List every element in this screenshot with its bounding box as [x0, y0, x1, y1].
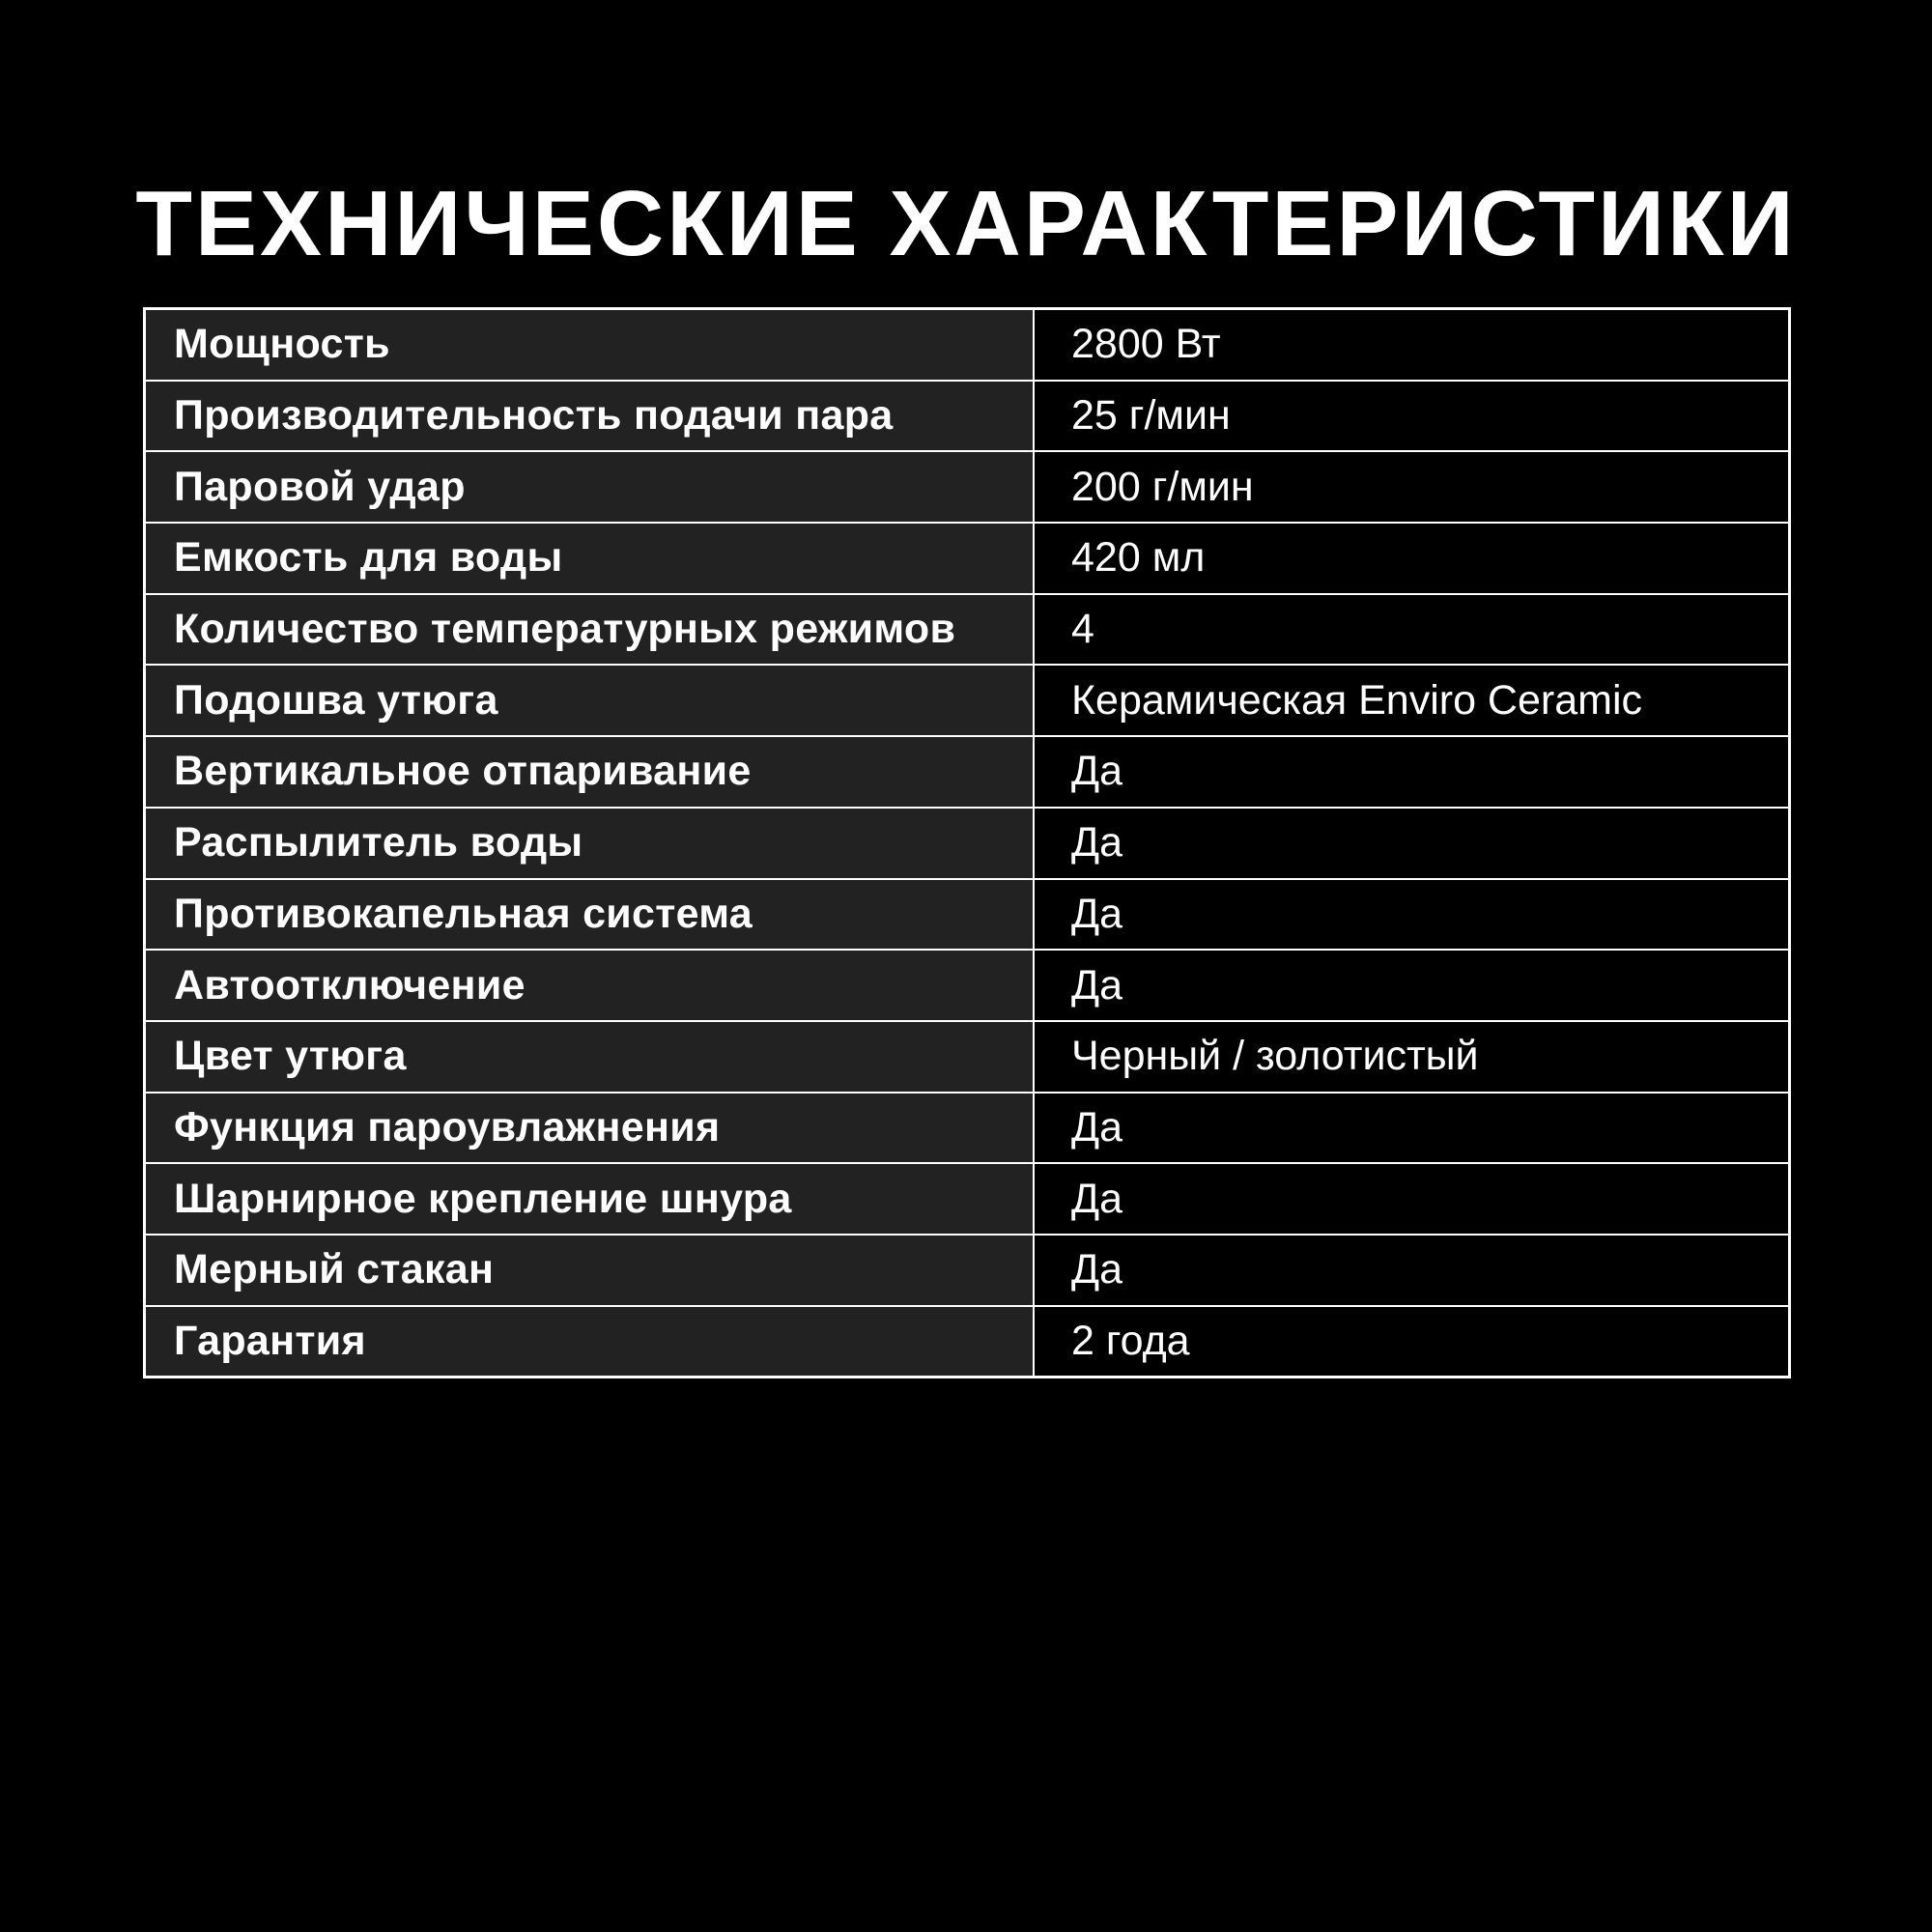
- spec-value: Да: [1034, 1235, 1790, 1306]
- table-row: [145, 594, 1790, 666]
- spec-param: Количество температурных режимов: [145, 594, 1035, 666]
- spec-param: Мерный стакан: [145, 1235, 1035, 1306]
- spec-value: 4: [1034, 594, 1790, 666]
- table-row: [145, 1163, 1790, 1235]
- table-row: [145, 309, 1790, 381]
- spec-value: 25 г/мин: [1034, 381, 1790, 452]
- spec-value: Да: [1034, 879, 1790, 951]
- spec-param: Автоотключение: [145, 950, 1035, 1021]
- page-title: ТЕХНИЧЕСКИЕ ХАРАКТЕРИСТИКИ: [135, 172, 1797, 276]
- spec-value: Черный / золотистый: [1034, 1021, 1790, 1093]
- spec-param: Гарантия: [145, 1306, 1035, 1378]
- spec-value: Да: [1034, 1093, 1790, 1164]
- spec-value: 420 мл: [1034, 523, 1790, 594]
- table-row: [145, 665, 1790, 736]
- spec-value: Да: [1034, 736, 1790, 808]
- table-row: [145, 1235, 1790, 1306]
- spec-param: Распылитель воды: [145, 808, 1035, 879]
- spec-param: Цвет утюга: [145, 1021, 1035, 1093]
- spec-value: Керамическая Enviro Ceramic: [1034, 665, 1790, 736]
- table-row: [145, 523, 1790, 594]
- spec-value: 2800 Вт: [1034, 309, 1790, 381]
- spec-param: Подошва утюга: [145, 665, 1035, 736]
- table-row: [145, 736, 1790, 808]
- table-row: [145, 451, 1790, 523]
- table-row: [145, 1021, 1790, 1093]
- spec-param: Мощность: [145, 309, 1035, 381]
- spec-param: Шарнирное крепление шнура: [145, 1163, 1035, 1235]
- table-row: [145, 381, 1790, 452]
- spec-param: Производительность подачи пара: [145, 381, 1035, 452]
- spec-param: Паровой удар: [145, 451, 1035, 523]
- table-row: [145, 950, 1790, 1021]
- spec-value: Да: [1034, 1163, 1790, 1235]
- spec-param: Противокапельная система: [145, 879, 1035, 951]
- table-row: [145, 879, 1790, 951]
- spec-value: Да: [1034, 950, 1790, 1021]
- spec-table: [143, 307, 1791, 1378]
- spec-param: Функция пароувлажнения: [145, 1093, 1035, 1164]
- table-row: [145, 1306, 1790, 1378]
- spec-param: Емкость для воды: [145, 523, 1035, 594]
- spec-value: 200 г/мин: [1034, 451, 1790, 523]
- spec-value: 2 года: [1034, 1306, 1790, 1378]
- spec-param: Вертикальное отпаривание: [145, 736, 1035, 808]
- spec-value: Да: [1034, 808, 1790, 879]
- table-row: [145, 1093, 1790, 1164]
- table-row: [145, 808, 1790, 879]
